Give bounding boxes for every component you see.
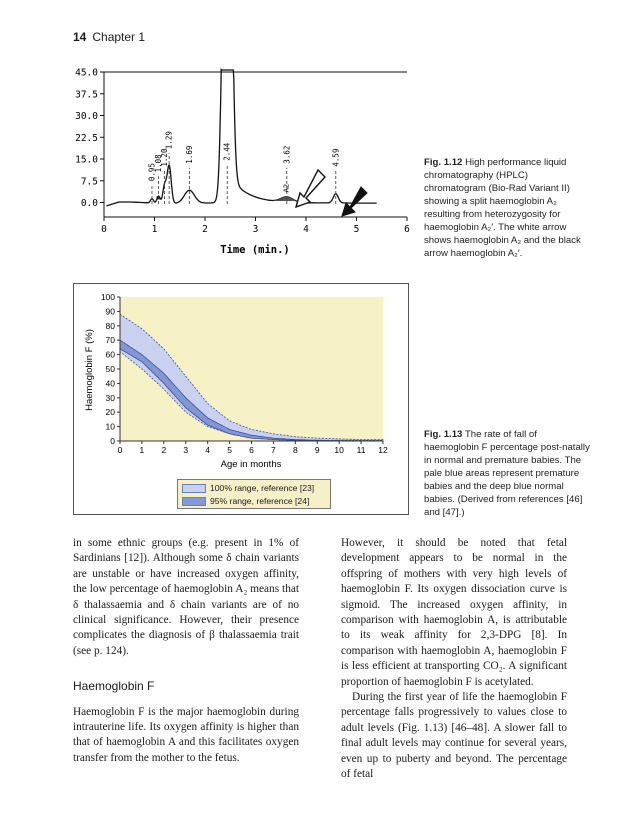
legend-label: 95% range, reference [24] <box>210 496 310 506</box>
peak-retention-label: 1.20 <box>160 148 170 167</box>
fig12-caption-line: High performance liquid <box>465 157 567 168</box>
peak-name-label: F <box>155 195 164 201</box>
fig13-x-axis-label: Age in months <box>220 459 282 470</box>
right-column <box>341 536 567 783</box>
y-tick-label: 30 <box>105 392 115 403</box>
fig12-caption-line: showing a split haemoglobin A₂ <box>424 196 557 207</box>
black-arrow-icon <box>342 187 367 216</box>
y-tick-label: 30.0 <box>75 111 98 122</box>
running-header <box>73 30 145 44</box>
y-tick-label: 10 <box>105 421 115 432</box>
fig13-caption-label: Fig. 1.13 <box>424 429 463 440</box>
y-tick-label: 15.0 <box>75 154 98 166</box>
x-tick-label: 8 <box>292 445 298 455</box>
left-column <box>73 536 299 766</box>
y-tick-label: 40 <box>105 378 115 389</box>
page-number: 14 <box>73 30 87 44</box>
x-tick-label: 5 <box>227 445 232 455</box>
fig12-caption-line: chromatogram (Bio-Rad Variant II) <box>424 183 570 194</box>
x-tick-label: 10 <box>334 445 344 455</box>
body-paragraph: Haemoglobin F is the major haemoglobin during intrauterine life. Its oxygen affinity is higher than that of haemoglobin A and this facilitates oxygen transfer from the mother to the fetus. <box>73 705 299 764</box>
fig13-caption-line: in normal and premature babies. The <box>424 455 582 466</box>
a2-peak-fill <box>273 197 303 203</box>
body-paragraph: in some ethnic groups (e.g. present in 1% of Sardinians [12]). Although some δ chain variants are unstable or have increased oxygen affinity, the low percentage of haemoglobin A₂ means that δ thalassaemia and δ chain variants are of no clinical significance. However, their presence complicates the diagnosis of β thalassaemia trait (see p. 124). <box>73 537 299 657</box>
x-tick-label: 4 <box>303 224 309 235</box>
y-tick-label: 20 <box>105 407 115 418</box>
y-tick-label: 50 <box>105 364 115 374</box>
x-tick-label: 4 <box>205 445 211 455</box>
legend-label: 100% range, reference [23] <box>210 483 315 493</box>
fig12-caption-line: arrow haemoglobin A₂′. <box>424 248 523 259</box>
legend-item-95pct <box>182 496 309 506</box>
peak-retention-label: 4.59 <box>331 148 341 167</box>
legend-swatch-95pct <box>182 497 206 506</box>
peak-retention-label: 1.29 <box>164 131 174 150</box>
fig13-caption-line: babies. (Derived from references [46] <box>424 494 583 505</box>
fig12-caption-line: resulting from heterozygosity for <box>424 209 561 220</box>
fig13-caption-line: and [47].) <box>424 507 465 518</box>
chapter-label: Chapter 1 <box>92 30 146 44</box>
y-tick-label: 37.5 <box>75 89 98 101</box>
y-tick-label: 7.5 <box>80 176 98 188</box>
x-tick-label: 3 <box>252 224 259 235</box>
x-tick-label: 5 <box>353 224 360 235</box>
fig13-caption-line: babies and the deep blue normal <box>424 481 564 492</box>
y-tick-label: 90 <box>105 306 115 317</box>
y-tick-label: 70 <box>105 335 115 346</box>
x-tick-label: 1 <box>151 224 158 235</box>
y-tick-label: 0.0 <box>80 198 98 209</box>
x-tick-label: 12 <box>378 445 388 455</box>
y-tick-label: 0 <box>110 436 115 446</box>
y-tick-label: 45.0 <box>75 67 98 79</box>
y-tick-label: 60 <box>105 349 115 360</box>
x-tick-label: 1 <box>139 445 145 455</box>
fig13-caption-line: haemoglobin F percentage post-natally <box>424 442 590 453</box>
x-tick-label: 6 <box>249 445 254 455</box>
legend-item-100pct <box>182 483 314 493</box>
fig12-caption-line: shows haemoglobin A₂ and the black <box>424 235 581 246</box>
legend-swatch-100pct <box>182 484 206 493</box>
x-tick-label: 7 <box>271 445 276 455</box>
y-tick-label: 22.5 <box>75 132 98 144</box>
fig13-caption-line: pale blue areas represent premature <box>424 468 580 479</box>
fig13-caption-line: The rate of fall of <box>464 429 537 440</box>
y-tick-label: 80 <box>105 320 115 331</box>
body-paragraph: During the first year of life the haemoglobin F percentage falls progressively to values close to adult levels (Fig. 1.13) [46–48]. A slower fall to final adult levels may continue for several years, even up to puberty and beyond. The percentage of fetal <box>341 691 567 781</box>
white-arrow-icon <box>296 170 325 207</box>
x-tick-label: 9 <box>314 445 320 455</box>
fig12-caption-label: Fig. 1.12 <box>424 157 463 168</box>
fig12-x-axis-label: Time (min.) <box>220 244 290 256</box>
peak-name-label: A2 <box>282 183 291 193</box>
x-tick-label: 3 <box>183 445 189 455</box>
fig13-y-axis-label: Haemoglobin F (%) <box>84 329 95 411</box>
fig12-caption-line: chromatography (HPLC) <box>424 170 528 181</box>
fig13-caption <box>424 428 624 519</box>
body-paragraph: However, it should be noted that fetal development appears to be normal in the offspring of mothers with very high levels of haemoglobin F. Its oxygen dissociation curve is sigmoid. The increased oxygen affinity, in comparison with haemoglobin A, is attributable to its weak affinity for 2,3-DPG [8]. In comparison with haemoglobin A, haemoglobin F is less efficient at transporting CO₂. A significant proportion of haemoglobin F is acetylated. <box>341 537 567 688</box>
x-tick-label: 2 <box>161 445 167 455</box>
fig13-legend <box>177 479 331 509</box>
peak-retention-label: 1.08 <box>154 154 164 173</box>
fig12-caption <box>424 156 624 260</box>
x-tick-label: 11 <box>356 445 366 455</box>
x-tick-label: 0 <box>101 224 107 235</box>
x-tick-label: 0 <box>117 445 123 455</box>
y-tick-label: 100 <box>100 292 115 302</box>
peak-retention-label: 1.69 <box>184 145 194 164</box>
peak-retention-label: 2.44 <box>222 142 232 161</box>
chromatogram-trace <box>107 70 377 207</box>
peak-retention-label: 3.62 <box>282 145 292 164</box>
peak-retention-label: 0.95 <box>147 163 157 182</box>
fig12-caption-line: haemoglobin A₂′. The white arrow <box>424 222 567 233</box>
section-heading: Haemoglobin F <box>73 679 155 694</box>
x-tick-label: 6 <box>404 224 410 235</box>
x-tick-label: 2 <box>202 224 208 235</box>
